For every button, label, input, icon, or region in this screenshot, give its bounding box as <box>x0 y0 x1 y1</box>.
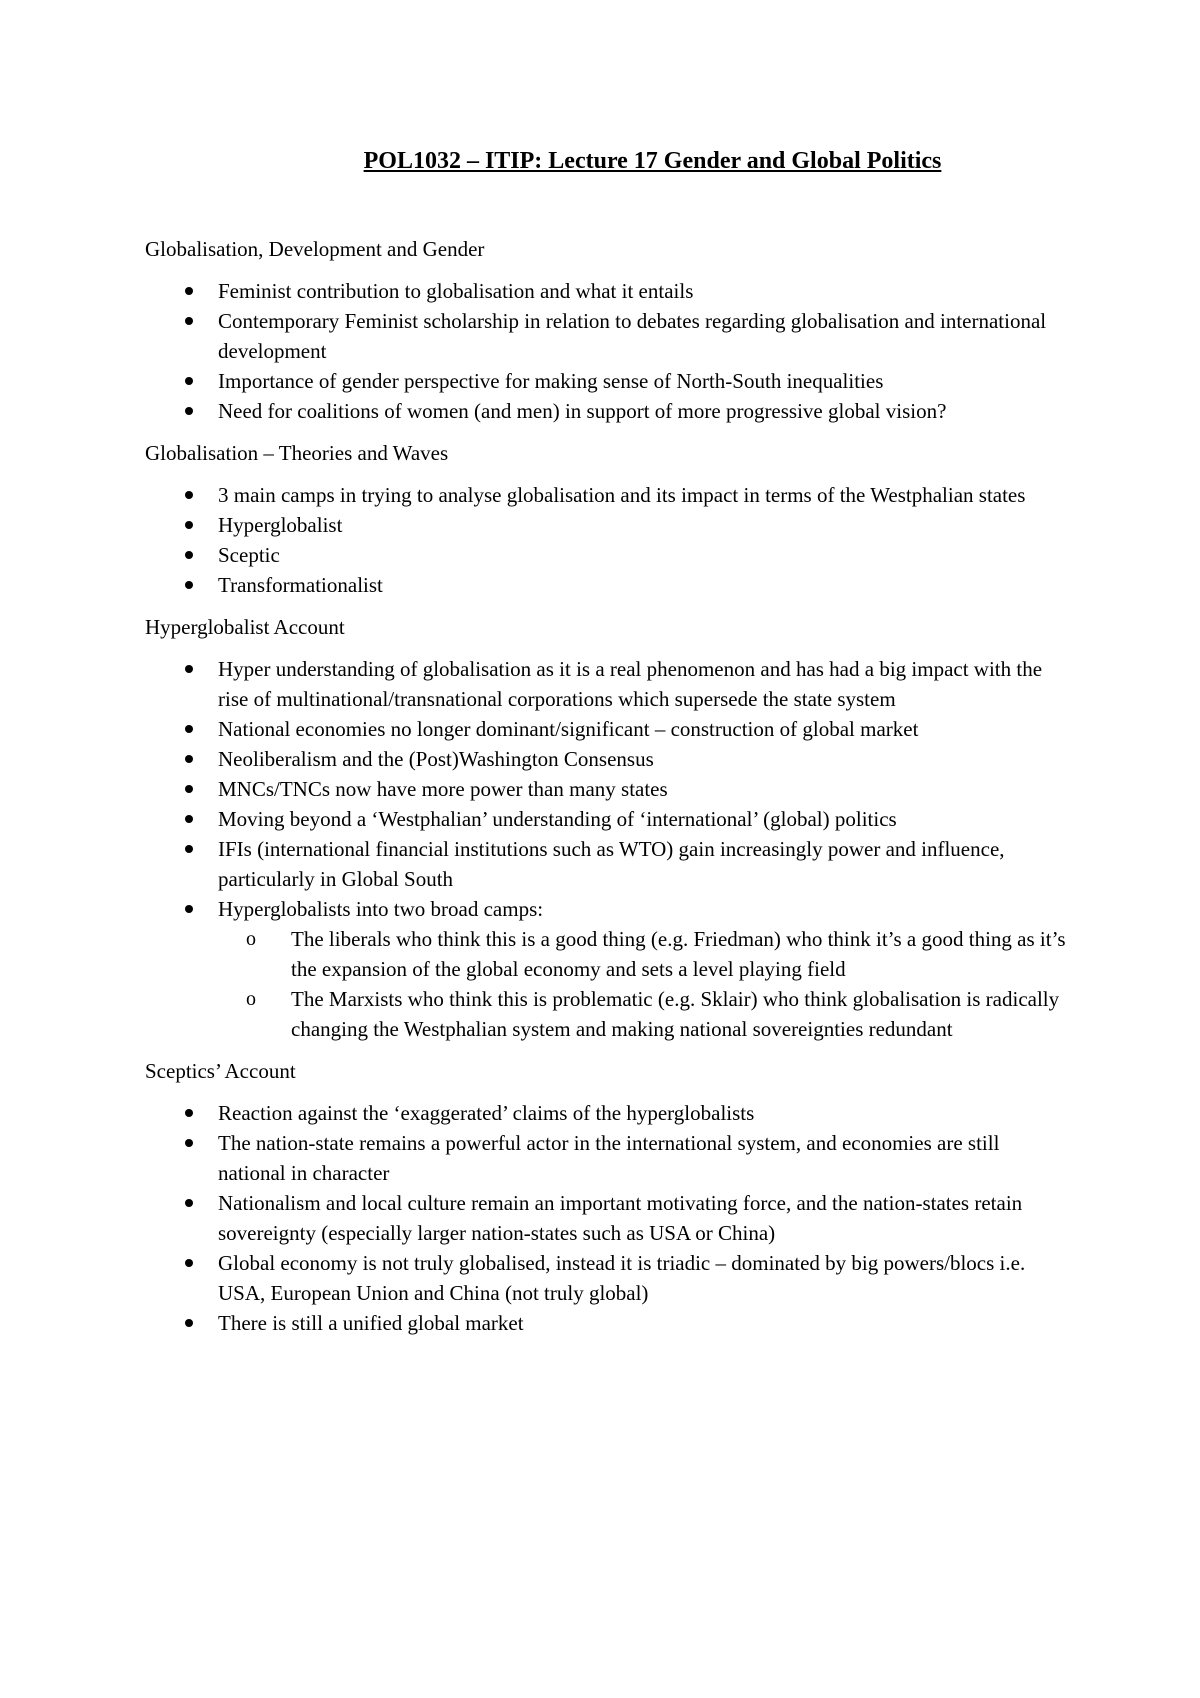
section-heading: Sceptics’ Account <box>145 1059 296 1083</box>
list-item <box>145 774 1070 804</box>
section-heading: Globalisation – Theories and Waves <box>145 441 449 465</box>
bullet-icon <box>185 845 193 853</box>
list-item-text: Importance of gender perspective for making sense of North-South inequalities <box>218 369 884 393</box>
circle-bullet-icon: o <box>246 928 256 950</box>
list-item <box>145 1248 1070 1308</box>
list-item <box>145 276 1070 306</box>
section-hyperglobalist-account <box>145 612 1070 1044</box>
bullet-icon <box>185 317 193 325</box>
bullet-list <box>145 1098 1070 1338</box>
list-item <box>145 540 1070 570</box>
bullet-list <box>145 480 1070 600</box>
bullet-icon <box>185 581 193 589</box>
list-item-text: 3 main camps in trying to analyse globalisation and its impact in terms of the Westphalian states <box>218 483 1026 507</box>
sub-list-item-text: The liberals who think this is a good thing (e.g. Friedman) who think it’s a good thing as it’s the expansion of the global economy and sets a level playing field <box>291 927 1066 981</box>
list-item-text: Need for coalitions of women (and men) in support of more progressive global vision? <box>218 399 947 423</box>
list-item <box>145 1098 1070 1128</box>
list-item <box>145 744 1070 774</box>
bullet-icon <box>185 1319 193 1327</box>
bullet-icon <box>185 1199 193 1207</box>
bullet-icon <box>185 1259 193 1267</box>
list-item-text: Contemporary Feminist scholarship in relation to debates regarding globalisation and international development <box>218 309 1047 363</box>
list-item <box>145 366 1070 396</box>
bullet-icon <box>185 407 193 415</box>
list-item-text: Nationalism and local culture remain an important motivating force, and the nation-states retain sovereignty (especially larger nation-states such as USA or China) <box>218 1191 1023 1245</box>
list-item <box>145 1188 1070 1248</box>
bullet-list <box>145 654 1070 1044</box>
section-sceptics-account <box>145 1056 1070 1338</box>
list-item-text: Hyperglobalist <box>218 513 343 537</box>
list-item <box>145 570 1070 600</box>
list-item-text: IFIs (international financial institutions such as WTO) gain increasingly power and influence, particularly in Global South <box>218 837 1005 891</box>
list-item-text: Hyper understanding of globalisation as it is a real phenomenon and has had a big impact with the rise of multinational/transnational corporations which supersede the state system <box>218 657 1043 711</box>
list-item-text: National economies no longer dominant/significant – construction of global market <box>218 717 919 741</box>
bullet-icon <box>185 377 193 385</box>
bullet-list <box>145 276 1070 426</box>
list-item <box>145 804 1070 834</box>
bullet-icon <box>185 1139 193 1147</box>
sub-list-item <box>218 924 1070 984</box>
list-item-text: Hyperglobalists into two broad camps: <box>218 897 544 921</box>
bullet-icon <box>185 905 193 913</box>
document-title: POL1032 – ITIP: Lecture 17 Gender and Global Politics <box>363 148 942 174</box>
list-item-text: Sceptic <box>218 543 280 567</box>
list-item-text: The nation-state remains a powerful actor in the international system, and economies are still national in character <box>218 1131 1000 1185</box>
bullet-icon <box>185 287 193 295</box>
list-item-text: MNCs/TNCs now have more power than many states <box>218 777 668 801</box>
bullet-icon <box>185 725 193 733</box>
bullet-icon <box>185 815 193 823</box>
list-item <box>145 510 1070 540</box>
section-heading: Globalisation, Development and Gender <box>145 237 485 261</box>
list-item <box>145 894 1070 1044</box>
bullet-icon <box>185 665 193 673</box>
sub-list-item <box>218 984 1070 1044</box>
list-item-text: Moving beyond a ‘Westphalian’ understanding of ‘international’ (global) politics <box>218 807 897 831</box>
bullet-icon <box>185 491 193 499</box>
list-item <box>145 1128 1070 1188</box>
list-item <box>145 306 1070 366</box>
sub-bullet-list <box>218 924 1070 1044</box>
section-theories-and-waves <box>145 438 1070 600</box>
list-item <box>145 396 1070 426</box>
bullet-icon <box>185 551 193 559</box>
bullet-icon <box>185 1109 193 1117</box>
list-item-text: Reaction against the ‘exaggerated’ claims of the hyperglobalists <box>218 1101 755 1125</box>
list-item-text: There is still a unified global market <box>218 1311 524 1335</box>
sub-list-item-text: The Marxists who think this is problematic (e.g. Sklair) who think globalisation is radically changing the Westphalian system and making national sovereignties redundant <box>291 987 1060 1041</box>
bullet-icon <box>185 521 193 529</box>
list-item <box>145 654 1070 714</box>
bullet-icon <box>185 755 193 763</box>
section-heading: Hyperglobalist Account <box>145 615 345 639</box>
list-item-text: Transformationalist <box>218 573 383 597</box>
list-item-text: Global economy is not truly globalised, instead it is triadic – dominated by big powers/blocs i.e. USA, European Union and China (not truly global) <box>218 1251 1026 1305</box>
list-item-text: Feminist contribution to globalisation and what it entails <box>218 279 694 303</box>
bullet-icon <box>185 785 193 793</box>
list-item <box>145 1308 1070 1338</box>
circle-bullet-icon: o <box>246 988 256 1010</box>
list-item-text: Neoliberalism and the (Post)Washington Consensus <box>218 747 654 771</box>
list-item <box>145 834 1070 894</box>
list-item <box>145 480 1070 510</box>
list-item <box>145 714 1070 744</box>
section-globalisation-development-gender <box>145 234 1070 426</box>
document-page <box>145 146 1070 1350</box>
